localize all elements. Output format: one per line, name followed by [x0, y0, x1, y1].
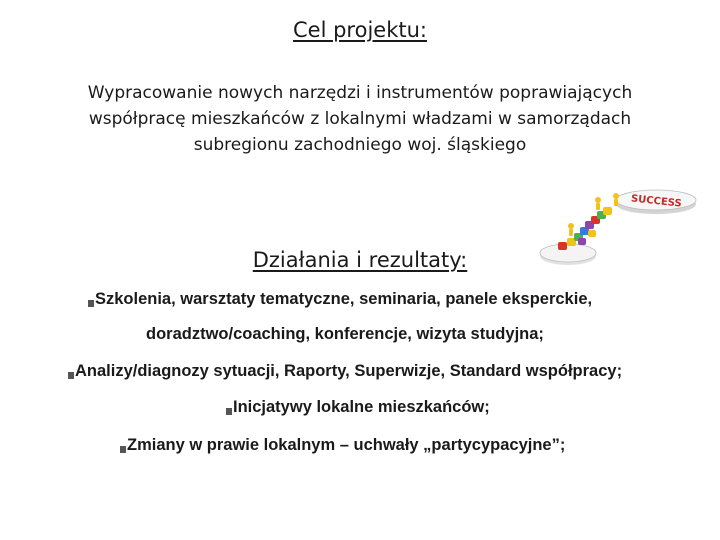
- bullet-icon: [120, 446, 126, 453]
- project-goal-text: [40, 80, 680, 158]
- figure-head-3-icon: [613, 193, 619, 199]
- figure-body-icon: [569, 229, 573, 236]
- bullet-icon: [68, 372, 74, 379]
- puzzle-piece-yellow-2-icon: [603, 207, 612, 215]
- list-item: [120, 436, 565, 455]
- section-title: Działania i rezultaty:: [252, 248, 468, 272]
- list-item-text: Zmiany w prawie lokalnym – uchwały „partycypacyjne”;: [127, 436, 566, 454]
- puzzle-piece-yellow-3-icon: [588, 230, 596, 237]
- figure-head-icon: [568, 223, 574, 229]
- figure-body-3-icon: [614, 199, 618, 206]
- figure-body-2-icon: [596, 203, 600, 210]
- list-item: [226, 398, 490, 417]
- page-title: Cel projektu:: [293, 18, 427, 42]
- list-item-text: Analizy/diagnozy sytuacji, Raporty, Superwizje, Standard współpracy;: [75, 362, 623, 380]
- list-item-text: doradztwo/coaching, konferencje, wizyta studyjna;: [146, 325, 544, 343]
- project-goal-line-3: subregionu zachodniego woj. śląskiego: [193, 135, 527, 155]
- list-item-continuation: [146, 325, 544, 344]
- puzzle-piece-purple-2-icon: [578, 238, 586, 245]
- list-item: [88, 290, 592, 309]
- success-label: SUCCESS: [630, 193, 683, 210]
- project-goal-line-1: Wypracowanie nowych narzędzi i instrumentów poprawiających: [87, 83, 633, 103]
- list-item-text: Szkolenia, warsztaty tematyczne, seminaria, panele eksperckie,: [95, 290, 593, 308]
- list-item-text: Inicjatywy lokalne mieszkańców;: [233, 398, 490, 416]
- figure-head-2-icon: [595, 197, 601, 203]
- project-goal-line-2: współpracę mieszkańców z lokalnymi władzami w samorządach: [88, 109, 632, 129]
- bullet-icon: [226, 408, 232, 415]
- bullet-icon: [88, 300, 94, 307]
- list-item: [68, 362, 622, 381]
